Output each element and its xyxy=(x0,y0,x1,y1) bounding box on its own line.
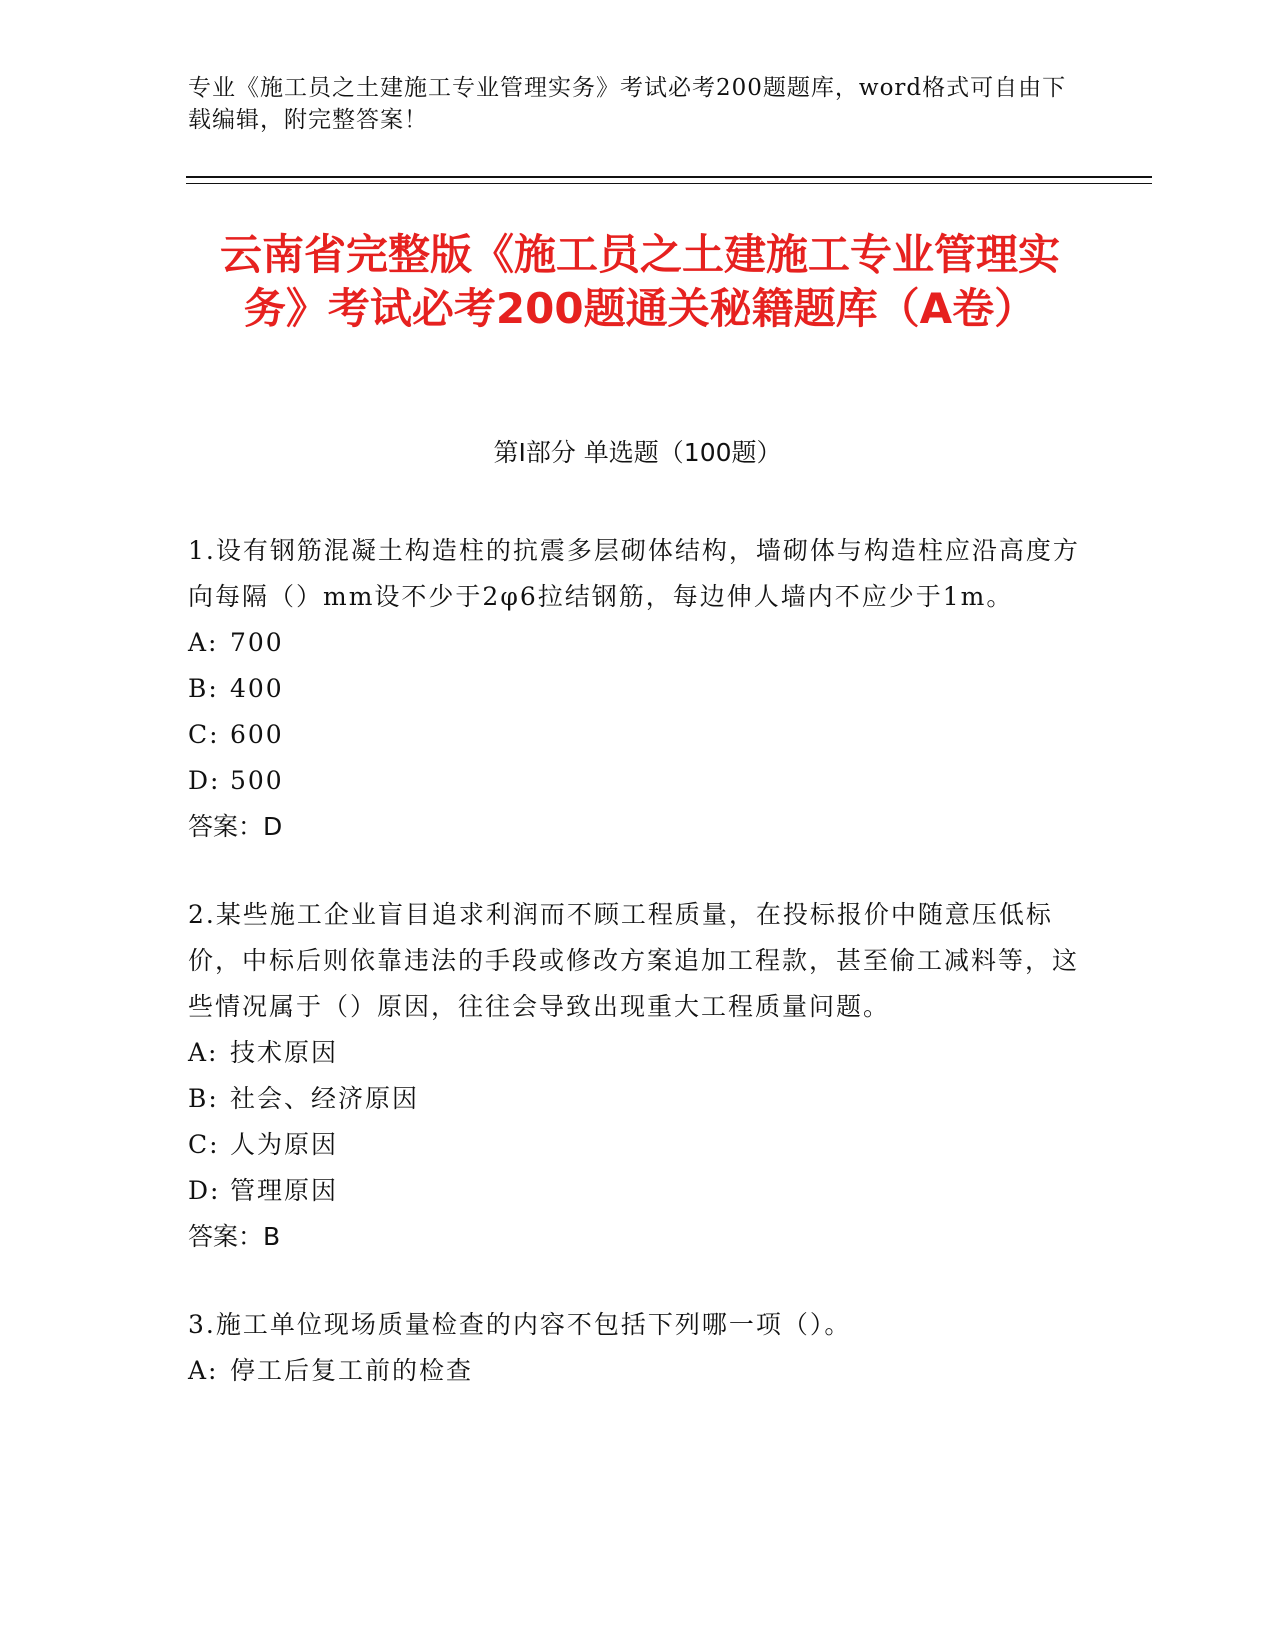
option-a xyxy=(188,620,1083,666)
question-stem: 2.某些施工企业盲目追求利润而不顾工程质量，在投标报价中随意压低标价，中标后则依靠违法的手段或修改方案追加工程款，甚至偷工减料等，这些情况属于（）原因，往往会导致出现重大工程质量问题。 xyxy=(188,900,1080,1021)
option-text: 400 xyxy=(230,674,284,703)
option-text: 600 xyxy=(230,720,284,749)
option-c xyxy=(188,712,1083,758)
question-1 xyxy=(188,528,1083,850)
option-b xyxy=(188,1076,1083,1122)
option-text: 500 xyxy=(230,766,284,795)
header-note: 专业《施工员之土建施工专业管理实务》考试必考200题题库，word格式可自由下载编辑，附完整答案！ xyxy=(188,75,1067,133)
option-key: B: xyxy=(188,1084,219,1113)
option-d xyxy=(188,758,1083,804)
option-c xyxy=(188,1122,1083,1168)
question-2 xyxy=(188,892,1083,1260)
option-b xyxy=(188,666,1083,712)
option-key: A: xyxy=(188,1038,219,1067)
option-text: 技术原因 xyxy=(230,1038,339,1067)
option-key: C: xyxy=(188,720,220,749)
option-text: 社会、经济原因 xyxy=(230,1084,420,1113)
option-key: D: xyxy=(188,1176,221,1205)
question-stem: 1.设有钢筋混凝土构造柱的抗震多层砌体结构，墙砌体与构造柱应沿高度方向每隔（）mm设不少于2φ6拉结钢筋，每边伸人墙内不应少于1m。 xyxy=(188,536,1080,611)
option-key: A: xyxy=(188,1356,219,1385)
option-text: 人为原因 xyxy=(230,1130,339,1159)
option-text: 停工后复工前的检查 xyxy=(230,1356,474,1385)
answer-line: 答案：D xyxy=(188,812,283,841)
question-stem: 3.施工单位现场质量检查的内容不包括下列哪一项（）。 xyxy=(188,1310,852,1339)
header-rule-thick xyxy=(186,176,1152,178)
option-a xyxy=(188,1030,1083,1076)
question-list xyxy=(188,528,1083,1436)
header-rule-thin xyxy=(186,183,1152,184)
option-a xyxy=(188,1348,1083,1394)
option-key: A: xyxy=(188,628,219,657)
option-key: B: xyxy=(188,674,219,703)
option-key: C: xyxy=(188,1130,220,1159)
option-d xyxy=(188,1168,1083,1214)
section-heading: 第Ⅰ部分 单选题（100题） xyxy=(493,438,782,467)
option-key: D: xyxy=(188,766,221,795)
question-3 xyxy=(188,1302,1083,1394)
option-text: 管理原因 xyxy=(230,1176,339,1205)
document-title: 云南省完整版《施工员之土建施工专业管理实务》考试必考200题通关秘籍题库（A卷） xyxy=(219,230,1060,333)
option-text: 700 xyxy=(230,628,284,657)
answer-line: 答案：B xyxy=(188,1222,281,1251)
